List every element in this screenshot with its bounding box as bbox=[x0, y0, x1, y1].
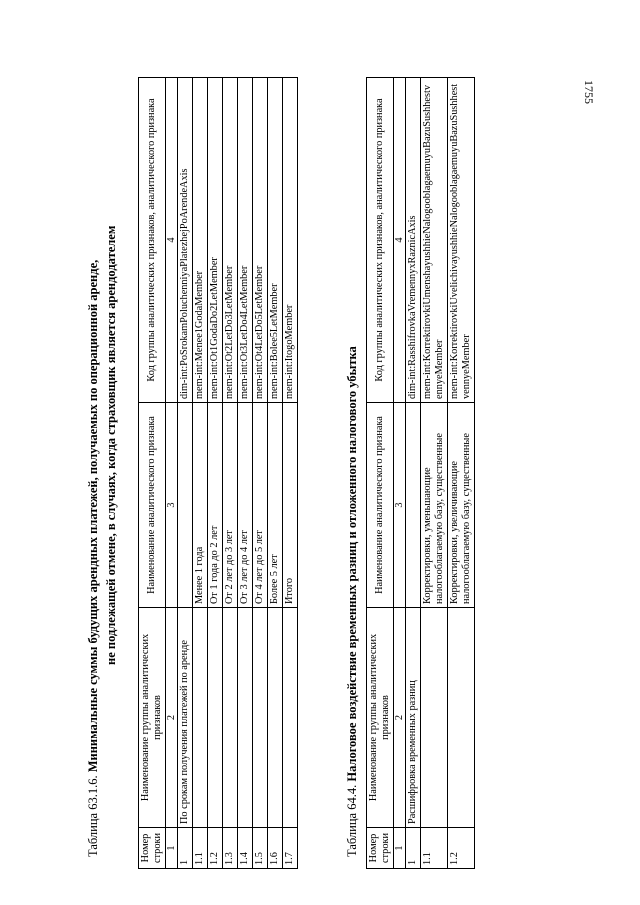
table1-caption-label: Таблица 63.1.6. bbox=[86, 775, 100, 857]
header-cell: Наименование аналитического признака bbox=[367, 403, 394, 608]
row-name bbox=[178, 403, 193, 608]
table1-column-numbers bbox=[166, 78, 178, 869]
header-cell: Наименование аналитического признака bbox=[139, 403, 166, 608]
header-cell: Номер строки bbox=[367, 828, 394, 869]
column-number: 2 bbox=[394, 608, 406, 828]
table-row bbox=[178, 78, 193, 869]
row-number: 1.7 bbox=[283, 828, 298, 869]
row-code: mem-int:Ot1GodaDo2LetMember bbox=[208, 78, 223, 403]
column-number: 3 bbox=[394, 403, 406, 608]
table-row bbox=[421, 78, 448, 869]
row-group bbox=[223, 608, 238, 828]
row-name bbox=[406, 403, 421, 608]
row-group bbox=[208, 608, 223, 828]
row-code: mem-int:KorrektirovkiUmenshayushhieNalogooblagaemuyuBazuSushhestvennyeMember bbox=[421, 78, 448, 403]
table-row bbox=[283, 78, 298, 869]
row-number: 1.5 bbox=[253, 828, 268, 869]
header-cell: Код группы аналитических признаков, аналитического признака bbox=[367, 78, 394, 403]
row-code: dim-int:PoSrokamPoluchenniyaPlatezhejPoArendeAxis bbox=[178, 78, 193, 403]
table-row bbox=[448, 78, 475, 869]
column-number: 2 bbox=[166, 608, 178, 828]
row-number: 1.3 bbox=[223, 828, 238, 869]
header-cell: Код группы аналитических признаков, аналитического признака bbox=[139, 78, 166, 403]
header-cell: Номер строки bbox=[139, 828, 166, 869]
header-cell: Наименование группы аналитических признаков bbox=[139, 608, 166, 828]
row-name: Корректировки, уменьшающие налогооблагаемую базу, существенные bbox=[421, 403, 448, 608]
row-group: По срокам получения платежей по аренде bbox=[178, 608, 193, 828]
row-code: mem-int:ItogoMember bbox=[283, 78, 298, 403]
row-group bbox=[238, 608, 253, 828]
column-number: 1 bbox=[166, 828, 178, 869]
page-number: 1755 bbox=[582, 80, 596, 104]
row-group bbox=[421, 608, 448, 828]
row-name: От 1 года до 2 лет bbox=[208, 403, 223, 608]
table1-caption-line2 bbox=[104, 226, 119, 665]
table-row bbox=[208, 78, 223, 869]
row-code: mem-int:Menee1GodaMember bbox=[193, 78, 208, 403]
table-row bbox=[268, 78, 283, 869]
row-number: 1 bbox=[178, 828, 193, 869]
row-group bbox=[448, 608, 475, 828]
table-row bbox=[193, 78, 208, 869]
column-number: 4 bbox=[394, 78, 406, 403]
table2-caption-title: Налоговое воздействие временных разниц и отложенного налогового убытка bbox=[345, 346, 359, 782]
column-number: 4 bbox=[166, 78, 178, 403]
column-number: 1 bbox=[394, 828, 406, 869]
row-group bbox=[193, 608, 208, 828]
row-number: 1.2 bbox=[208, 828, 223, 869]
table-row bbox=[406, 78, 421, 869]
row-code: dim-int:RasshifrovkaVremennyxRaznicAxis bbox=[406, 78, 421, 403]
row-code: mem-int:Ot3LetDo4LetMember bbox=[238, 78, 253, 403]
table-row bbox=[238, 78, 253, 869]
table1-header-row bbox=[139, 78, 166, 869]
row-name: Итого bbox=[283, 403, 298, 608]
table2-caption-label: Таблица 64.4. bbox=[345, 784, 359, 857]
header-cell: Наименование группы аналитических признаков bbox=[367, 608, 394, 828]
row-name: Корректировки, увеличивающие налогооблагаемую базу, существенные bbox=[448, 403, 475, 608]
row-name: От 2 лет до 3 лет bbox=[223, 403, 238, 608]
row-group bbox=[283, 608, 298, 828]
row-number: 1.6 bbox=[268, 828, 283, 869]
row-code: mem-int:Ot2LetDo3LetMember bbox=[223, 78, 238, 403]
table2-column-numbers bbox=[394, 78, 406, 869]
row-code: mem-int:Ot4LetDo5LetMember bbox=[253, 78, 268, 403]
row-number: 1.4 bbox=[238, 828, 253, 869]
table-row bbox=[253, 78, 268, 869]
table2-header-row bbox=[367, 78, 394, 869]
table1-caption-line1 bbox=[86, 260, 101, 857]
row-name: От 4 лет до 5 лет bbox=[253, 403, 268, 608]
table1-caption-title: Минимальные суммы будущих арендных платежей, получаемых по операционной аренде, bbox=[86, 259, 100, 773]
row-number: 1 bbox=[406, 828, 421, 869]
row-number: 1.1 bbox=[421, 828, 448, 869]
table1 bbox=[138, 77, 298, 869]
row-code: mem-int:Bolee5LetMember bbox=[268, 78, 283, 403]
row-number: 1.1 bbox=[193, 828, 208, 869]
row-group bbox=[253, 608, 268, 828]
row-group bbox=[268, 608, 283, 828]
table2 bbox=[366, 77, 475, 869]
row-group: Расшифровка временных разниц bbox=[406, 608, 421, 828]
table1-caption-title-cont: не подлежащей отмене, в случаях, когда страховщик является арендодателем bbox=[104, 225, 118, 665]
row-number: 1.2 bbox=[448, 828, 475, 869]
row-code: mem-int:KorrektirovkiUvelichivayushhieNalogooblagaemuyuBazuSushhestvennyeMember bbox=[448, 78, 475, 403]
row-name: Менее 1 года bbox=[193, 403, 208, 608]
table-row bbox=[223, 78, 238, 869]
row-name: Более 5 лет bbox=[268, 403, 283, 608]
column-number: 3 bbox=[166, 403, 178, 608]
row-name: От 3 лет до 4 лет bbox=[238, 403, 253, 608]
table2-caption bbox=[345, 346, 360, 857]
